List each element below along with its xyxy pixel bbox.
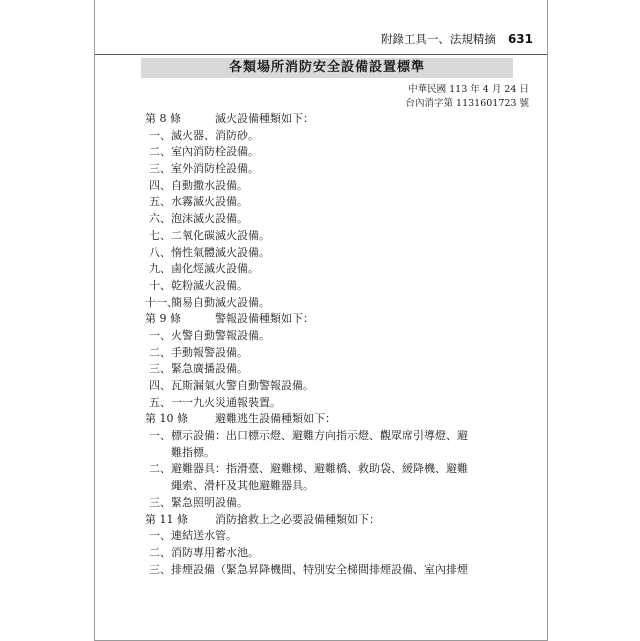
list-item (145, 128, 519, 145)
list-item-continuation (145, 445, 519, 462)
item-marker: 九、 (149, 262, 171, 276)
list-item (145, 178, 519, 195)
article-number: 第 8 條 (145, 112, 181, 125)
item-marker: 四、 (149, 379, 171, 392)
item-marker: 一、 (149, 128, 171, 142)
list-item (145, 378, 519, 395)
promulgation-date: 中華民國 113 年 4 月 24 日 (408, 84, 529, 95)
item-marker: 二、 (149, 545, 171, 559)
document-title: 各類場所消防安全設備設置標準 (141, 58, 513, 78)
line-text: 避難逃生設備種類如下： (215, 412, 336, 426)
list-item (145, 194, 519, 211)
line-text: 泡沫滅火設備。 (171, 212, 248, 226)
list-item (145, 161, 519, 178)
list-item (145, 245, 519, 262)
promulgation-info (406, 83, 529, 111)
line-text: 自動撒水設備。 (171, 178, 248, 192)
line-text: 難指標。 (171, 445, 215, 459)
article-heading (145, 111, 519, 128)
item-marker: 三、 (149, 362, 171, 376)
item-marker: 三、 (149, 495, 171, 509)
line-text: 一一九火災通報裝置。 (171, 395, 281, 409)
list-item-continuation (145, 478, 519, 495)
item-marker: 十、 (149, 278, 171, 292)
header-rule (95, 54, 547, 55)
list-item (145, 328, 519, 345)
list-item (145, 361, 519, 378)
book-page (94, 0, 548, 641)
item-marker: 三、 (149, 162, 171, 176)
item-marker: 二、 (149, 145, 171, 159)
list-item (145, 211, 519, 228)
item-marker: 七、 (149, 228, 171, 242)
line-text: 標示設備：出口標示燈、避難方向指示燈、觀眾席引導燈、避 (171, 429, 468, 443)
list-item (145, 261, 519, 278)
line-text: 連結送水管。 (171, 529, 237, 543)
item-marker: 六、 (149, 212, 171, 226)
line-text: 警報設備種類如下： (215, 312, 314, 326)
line-text: 水霧滅火設備。 (171, 195, 248, 209)
line-text: 緊急照明設備。 (171, 495, 248, 509)
item-marker: 二、 (149, 345, 171, 359)
list-item (145, 545, 519, 562)
list-item (145, 461, 519, 478)
list-item (145, 495, 519, 512)
article-heading (145, 411, 519, 428)
list-item (145, 345, 519, 362)
line-text: 滅火設備種類如下： (215, 112, 314, 125)
item-marker: 五、 (149, 395, 171, 409)
regulation-text (145, 111, 519, 578)
list-item (145, 144, 519, 161)
list-item (145, 528, 519, 545)
item-marker: 八、 (149, 245, 171, 259)
line-text: 消防搶救上之必要設備種類如下： (215, 512, 380, 526)
line-text: 手動報警設備。 (171, 345, 248, 359)
line-text: 火警自動警報設備。 (171, 328, 270, 342)
list-item (145, 295, 519, 312)
line-text: 緊急廣播設備。 (171, 362, 248, 376)
item-marker: 三、 (149, 562, 171, 576)
item-marker: 一、 (149, 328, 171, 342)
line-text: 惰性氣體滅火設備。 (171, 245, 270, 259)
item-marker: 四、 (149, 178, 171, 192)
line-text: 室外消防栓設備。 (171, 162, 259, 176)
item-marker: 一、 (149, 429, 171, 443)
line-text: 鹵化烴滅火設備。 (171, 262, 259, 276)
line-text: 乾粉滅火設備。 (171, 278, 248, 292)
line-text: 二氧化碳滅火設備。 (171, 228, 270, 242)
line-text: 滅火器、消防砂。 (171, 128, 259, 142)
item-marker: 五、 (149, 195, 171, 209)
article-heading (145, 512, 519, 529)
line-text: 避難器具：指滑臺、避難梯、避難橋、救助袋、緩降機、避難 (171, 462, 468, 476)
running-title: 附錄工具一、法規精摘 (380, 32, 496, 46)
article-number: 第 10 條 (145, 412, 188, 426)
item-marker: 二、 (149, 462, 171, 476)
line-text: 消防專用蓄水池。 (171, 545, 259, 559)
list-item (145, 278, 519, 295)
list-item (145, 228, 519, 245)
article-number: 第 11 條 (145, 512, 188, 526)
article-heading (145, 311, 519, 328)
list-item (145, 428, 519, 445)
document-reference: 台內消字第 1131601723 號 (405, 98, 529, 109)
line-text: 排煙設備（緊急昇降機間、特別安全梯間排煙設備、室內排煙 (171, 562, 468, 576)
line-text: 簡易自動滅火設備。 (171, 295, 270, 309)
running-head (381, 31, 533, 47)
line-text: 繩索、滑杆及其他避難器具。 (171, 479, 314, 493)
line-text: 瓦斯漏氣火警自動警報設備。 (171, 379, 314, 392)
page-number: 631 (507, 32, 533, 46)
item-marker: 一、 (149, 529, 171, 543)
item-marker: 十一、 (145, 295, 178, 309)
list-item (145, 395, 519, 412)
article-number: 第 9 條 (145, 312, 181, 326)
list-item (145, 562, 519, 579)
line-text: 室內消防栓設備。 (171, 145, 259, 159)
